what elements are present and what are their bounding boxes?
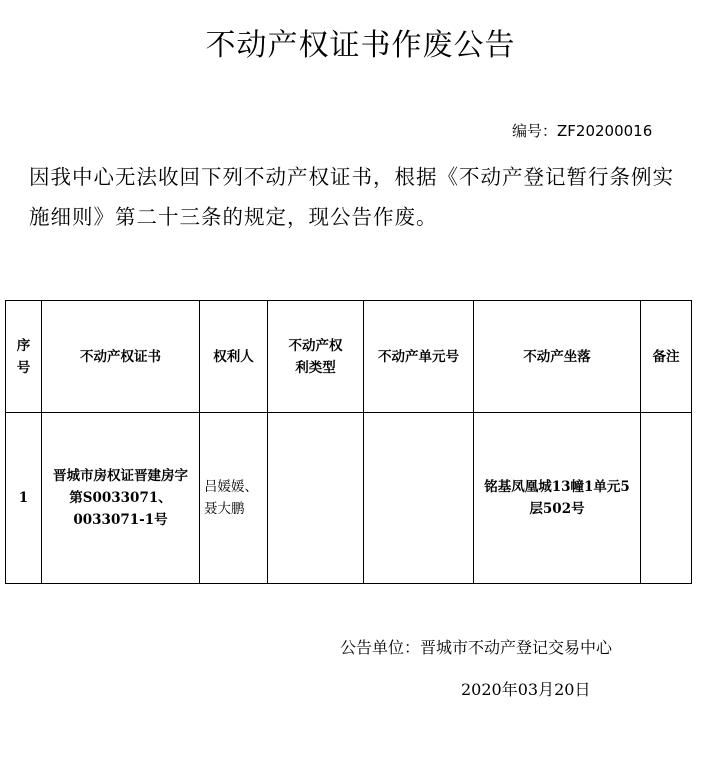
table-row [6, 413, 692, 584]
certificate-table [5, 300, 692, 584]
issuing-organization: 公告单位：晋城市不动产登记交易中心 [340, 638, 613, 657]
cell-certificate: 晋城市房权证晋建房字第S0033071、0033071-1号 [42, 413, 200, 584]
serial-number: 编号：ZF20200016 [512, 122, 653, 140]
cell-location: 铭基凤凰城13幢1单元5层502号 [474, 413, 641, 584]
header-certificate: 不动产权证书 [42, 301, 200, 413]
header-rights-holder: 权利人 [200, 301, 268, 413]
cell-remarks [641, 413, 692, 584]
cell-unit-number [364, 413, 474, 584]
header-rights-type: 不动产权利类型 [268, 301, 364, 413]
notice-title: 不动产权证书作废公告 [205, 28, 516, 63]
cell-rights-type [268, 413, 364, 584]
cell-index: 1 [6, 413, 42, 584]
header-unit-number: 不动产单元号 [364, 301, 474, 413]
notice-intro: 因我中心无法收回下列不动产权证书，根据《不动产登记暂行条例实施细则》第二十三条的规定，现公告作废。 [29, 165, 674, 229]
issue-date: 2020年03月20日 [461, 680, 591, 699]
header-remarks: 备注 [641, 301, 692, 413]
header-location: 不动产坐落 [474, 301, 641, 413]
header-index: 序号 [6, 301, 42, 413]
cell-rights-holder: 吕媛媛、聂大鹏 [200, 413, 268, 584]
table-header-row [6, 301, 692, 413]
